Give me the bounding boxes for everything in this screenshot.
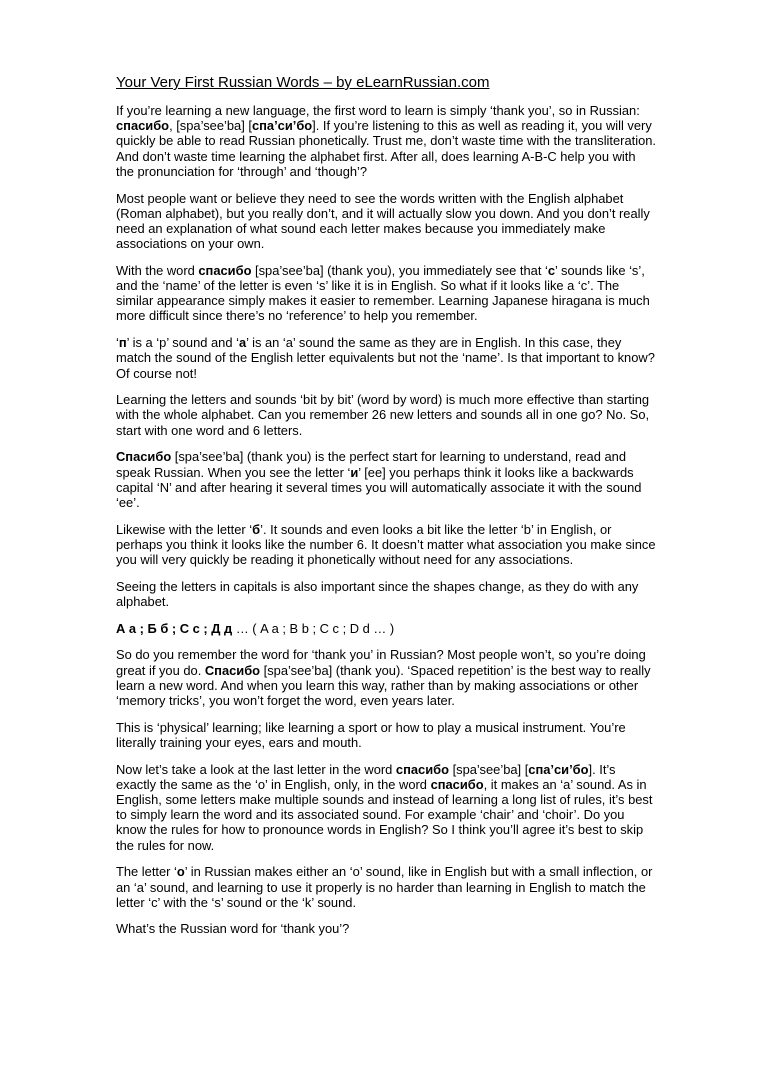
text-run: … ( A a ; B b ; C c ; D d … ) (232, 620, 395, 636)
text-run: ’ [ee] you perhaps think it looks like a backwards capital ‘N’ and after hearing it several times you will automatically associate it with the sound ‘ee’. (116, 464, 642, 510)
text-run: Now let’s take a look at the last letter in the word (116, 761, 396, 777)
text-run: So do you remember the word for ‘thank you’ in Russian? Most people won’t, so you’re doing great if you do. (116, 647, 646, 678)
text-run: With the word (116, 262, 199, 278)
bold-word: спасибо (198, 262, 252, 278)
bold-word: Спасибо (116, 449, 172, 465)
bold-word: спасибо (116, 118, 170, 134)
text-run: [spa’see’ba] (thank you) is the perfect start for learning to understand, read and speak Russian. When you see the letter ‘ (116, 449, 626, 480)
bold-letter: о (176, 864, 185, 880)
bold-word: Спасибо (204, 662, 261, 678)
paragraph-letter-o (116, 864, 656, 910)
bold-word: спасибо (395, 761, 449, 777)
text-run: ’ is an ‘a’ sound the same as they are in English. In this case, they match the sound of the English letter equivalents but not the ‘name’. Is that important to know? Of course not! (116, 335, 655, 381)
bold-letter: с (547, 262, 556, 278)
paragraph-last-letter (116, 762, 656, 853)
bold-letter: а (238, 335, 247, 351)
paragraph-physical-learning: This is ‘physical’ learning; like learning a sport or how to play a musical instrument. You’re literally training your eyes, ears and mouth. (116, 719, 626, 750)
document-body (116, 74, 656, 948)
paragraph-letter-b (116, 522, 656, 568)
text-run: If you’re learning a new language, the first word to learn is simply ‘thank you’, so in Russian: (116, 103, 640, 118)
paragraph-spaced-repetition (116, 647, 656, 708)
bold-word: спасибо (430, 776, 484, 792)
text-run: ’ in Russian makes either an ‘o’ sound, like in English but with a small inflection, or an ‘a’ sound, and learning to use it properly is no harder than learning in English to match the letter ‘c’ with the ‘s’ sound or the ‘k’ sound. (116, 864, 653, 910)
text-run: Likewise with the letter ‘ (116, 521, 253, 537)
text-run: [spa’see’ba] (thank you), you immediately see that ‘ (251, 262, 548, 278)
text-run: [spa’see’ba] (thank you). ‘Spaced repetition’ is the best way to really learn a new word. And when you learn this way, rather than by making associations or other ‘memory tricks’, you won’t forget the word, even years later. (116, 662, 651, 708)
paragraph-intro (116, 103, 656, 179)
text-run: , it makes an ‘a’ sound. As in English, some letters make multiple sounds and instead of learning a long list of rules, it’s best to simply learn the word and its associated sound. For example ‘chair’ and ‘choir’. Do you know the rules for how to pronounce words in English? So I think you’ll agree it’s best to skip the rules for now. (116, 776, 653, 853)
bold-letter-pairs: А а ; Б б ; С с ; Д д (116, 620, 233, 636)
text-run: [spa’see’ba] [ (448, 761, 529, 777)
bold-letter: б (252, 521, 261, 537)
bold-letter: п (118, 335, 127, 351)
text-run: , [spa’see’ba] [ (169, 118, 252, 134)
bold-letter: и (350, 464, 359, 480)
bold-word: спа’си’бо (528, 761, 589, 777)
text-run: ]. If you’re listening to this as well as reading it, you will very quickly be able to read Russian phonetically. Trust me, don’t waste time with the transliteration. And don’t waste time learning the alphabet first. After all, does learning A-B-C help you with the pronunciation for ‘through’ and ‘though’? (116, 118, 657, 179)
paragraph-capitals: Seeing the letters in capitals is also important since the shapes change, as they do with any alphabet. (116, 578, 639, 609)
paragraph-question: What’s the Russian word for ‘thank you’? (116, 921, 350, 937)
text-run: ‘ (116, 335, 119, 351)
text-run: ]. It’s exactly the same as the ‘o’ in English, only, in the word (116, 761, 616, 792)
bold-word: спа’си’бо (251, 118, 313, 134)
text-run: ’. It sounds and even looks a bit like the letter ‘b’ in English, or perhaps you think it looks like the number 6. It doesn’t matter what association you make since you will very quickly be reading it phonetically without need for any associations. (116, 521, 656, 568)
paragraph-letter-pairs (116, 621, 656, 636)
text-run: The letter ‘ (116, 864, 177, 880)
paragraph-letter-s (116, 263, 656, 324)
paragraph-letter-i (116, 449, 656, 510)
document-title: Your Very First Russian Words – by eLearnRussian.com (116, 74, 490, 91)
text-run: ’ is a ‘p’ sound and ‘ (126, 335, 239, 351)
text-run: ’ sounds like ‘s’, and the ‘name’ of the letter is even ‘s’ like it is in English. So what if it looks like a ‘c’. The similar appearance simply makes it easier to remember. Learning Japanese hiragana is much more difficult since there’s no ‘reference’ to help you remember. (116, 262, 650, 324)
paragraph-bit-by-bit: Learning the letters and sounds ‘bit by bit’ (word by word) is much more effective than starting with the whole alphabet. Can you remember 26 new letters and sounds all in one go? No. So, start with one word and 6 letters. (116, 392, 650, 438)
paragraph-roman-alphabet: Most people want or believe they need to see the words written with the English alphabet (Roman alphabet), but you really don’t, and it will actually slow you down. And you don’t really need an explanation of what sound each letter makes because you immediately make associations on your own. (116, 190, 650, 252)
paragraph-letters-p-a (116, 335, 656, 381)
